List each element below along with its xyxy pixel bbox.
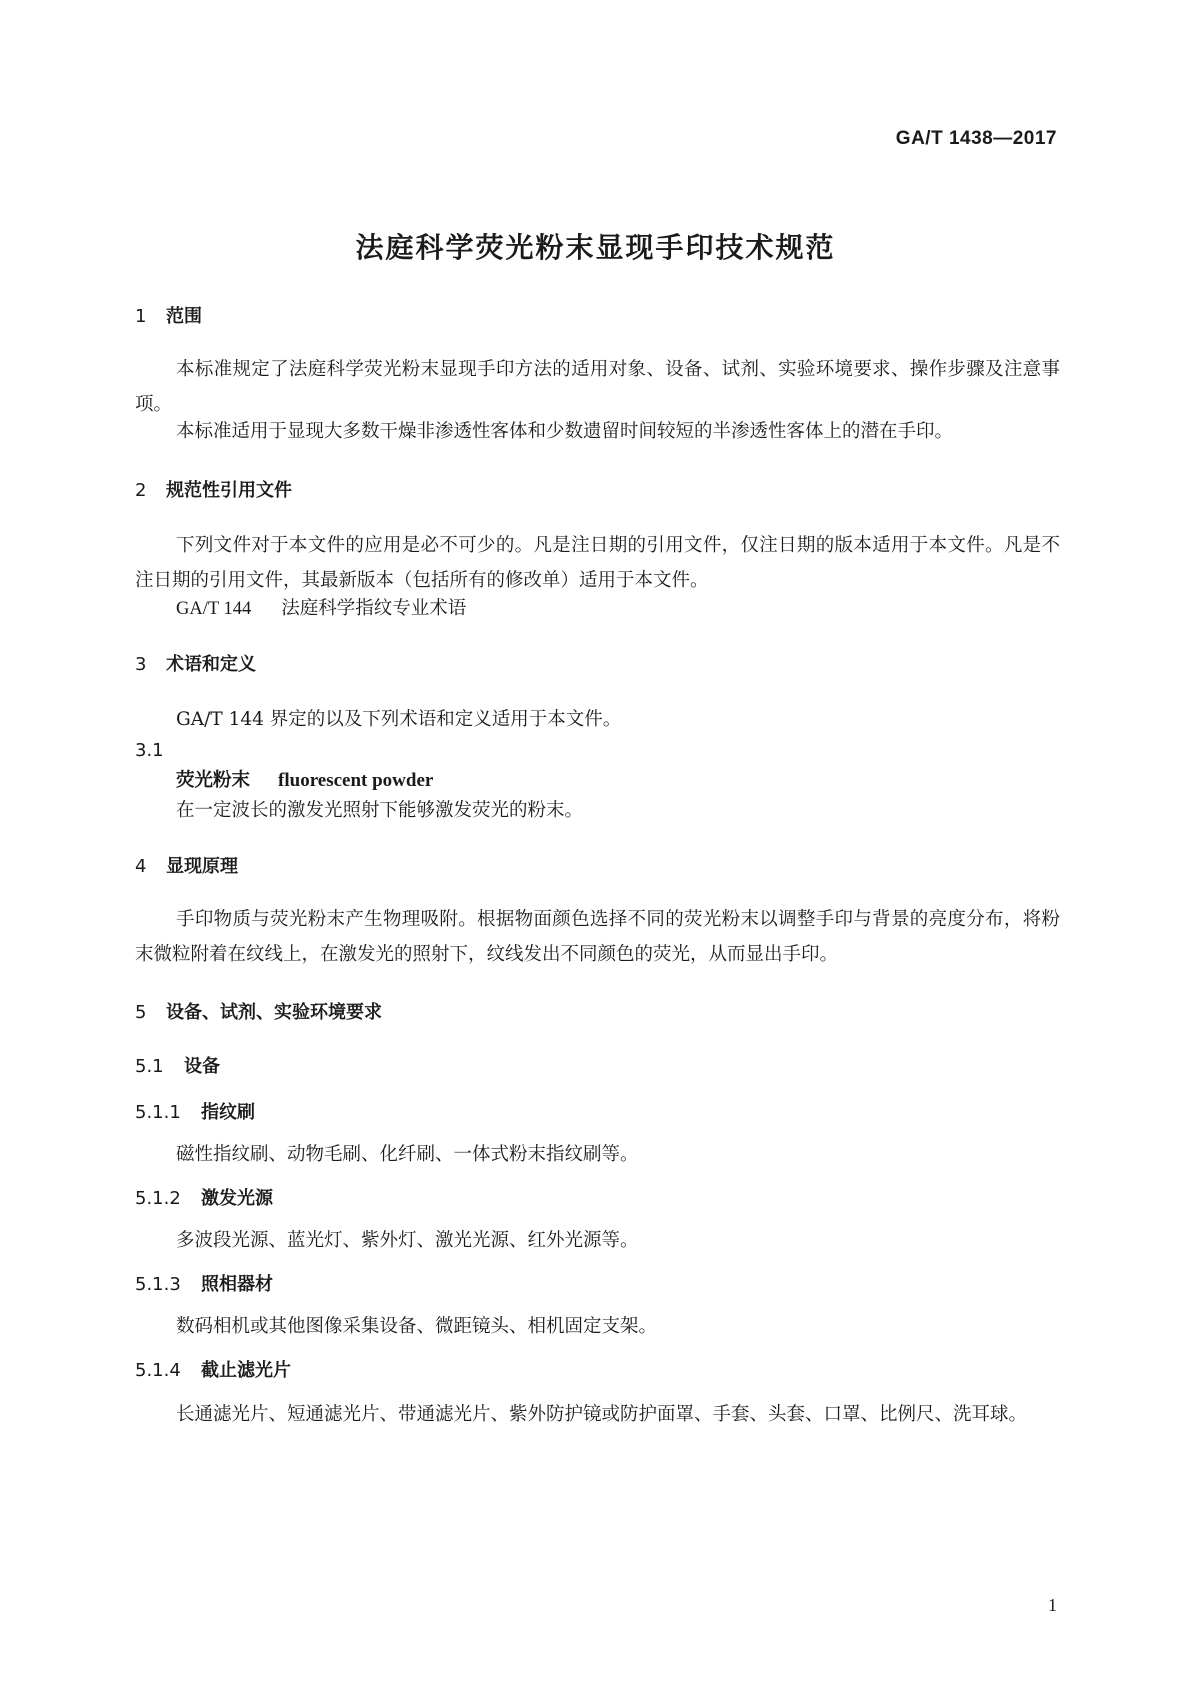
paragraph: 本标准适用于显现大多数干燥非渗透性客体和少数遗留时间较短的半渗透性客体上的潜在手印。 (176, 421, 954, 442)
section-title: 规范性引用文件 (166, 480, 292, 501)
subsubsection-number: 5.1.2 (135, 1188, 181, 1209)
section-number: 1 (135, 306, 147, 327)
term-chinese: 荧光粉末 (176, 770, 251, 791)
section-title: 显现原理 (166, 856, 238, 877)
section-title: 设备、试剂、实验环境要求 (166, 1002, 382, 1023)
subsection-title: 设备 (184, 1056, 220, 1077)
paragraph: 数码相机或其他图像采集设备、微距镜头、相机固定支架。 (176, 1316, 658, 1337)
subsubsection-heading (135, 1184, 273, 1210)
subsubsection-title: 指纹刷 (201, 1102, 255, 1123)
section-heading (135, 852, 238, 878)
section-number: 3 (135, 654, 147, 675)
section-title: 术语和定义 (166, 654, 256, 675)
paragraph: 长通滤光片、短通滤光片、带通滤光片、紫外防护镜或防护面罩、手套、头套、口罩、比例尺、洗耳球。 (176, 1404, 1028, 1425)
subsubsection-number: 5.1.1 (135, 1102, 181, 1123)
document-number: GA/T 1438—2017 (895, 128, 1057, 149)
subsubsection-title: 截止滤光片 (201, 1360, 291, 1381)
section-heading (135, 650, 256, 676)
subsubsection-heading (135, 1356, 291, 1382)
section-heading (135, 302, 202, 328)
subsubsection-number: 5.1.3 (135, 1274, 181, 1295)
subsubsection-title: 照相器材 (201, 1274, 273, 1295)
section-number: 2 (135, 480, 147, 501)
term-english: fluorescent powder (278, 770, 434, 791)
subsection-heading (135, 1052, 220, 1078)
subsection-number: 5.1 (135, 1056, 164, 1077)
term-name (176, 766, 433, 792)
paragraph: 本标准规定了法庭科学荧光粉末显现手印方法的适用对象、设备、试剂、实验环境要求、操作步骤及注意事项。 (135, 359, 1060, 415)
reference-title: 法庭科学指纹专业术语 (281, 598, 467, 619)
term-definition: 在一定波长的激发光照射下能够激发荧光的粉末。 (176, 800, 584, 821)
section-heading (135, 998, 382, 1024)
paragraph: 下列文件对于本文件的应用是必不可少的。凡是注日期的引用文件，仅注日期的版本适用于本文件。凡是不注日期的引用文件，其最新版本（包括所有的修改单）适用于本文件。 (135, 535, 1060, 591)
paragraph: 手印物质与荧光粉末产生物理吸附。根据物面颜色选择不同的荧光粉末以调整手印与背景的亮度分布，将粉末微粒附着在纹线上，在激发光的照射下，纹线发出不同颜色的荧光，从而显出手印。 (135, 909, 1060, 965)
section-title: 范围 (166, 306, 202, 327)
section-number: 4 (135, 856, 147, 877)
subsubsection-title: 激发光源 (201, 1188, 273, 1209)
paragraph: GA/T 144 界定的以及下列术语和定义适用于本文件。 (176, 709, 622, 730)
paragraph: 磁性指纹刷、动物毛刷、化纤刷、一体式粉末指纹刷等。 (176, 1144, 639, 1165)
normative-reference (176, 594, 466, 620)
reference-code: GA/T 144 (176, 599, 252, 619)
term-number: 3.1 (135, 740, 164, 761)
section-number: 5 (135, 1002, 147, 1023)
section-heading (135, 476, 292, 502)
subsubsection-heading (135, 1270, 273, 1296)
paragraph: 多波段光源、蓝光灯、紫外灯、激光光源、红外光源等。 (176, 1230, 639, 1251)
subsubsection-number: 5.1.4 (135, 1360, 181, 1381)
page-number: 1 (1048, 1595, 1057, 1615)
subsubsection-heading (135, 1098, 255, 1124)
document-title: 法庭科学荧光粉末显现手印技术规范 (355, 231, 836, 264)
